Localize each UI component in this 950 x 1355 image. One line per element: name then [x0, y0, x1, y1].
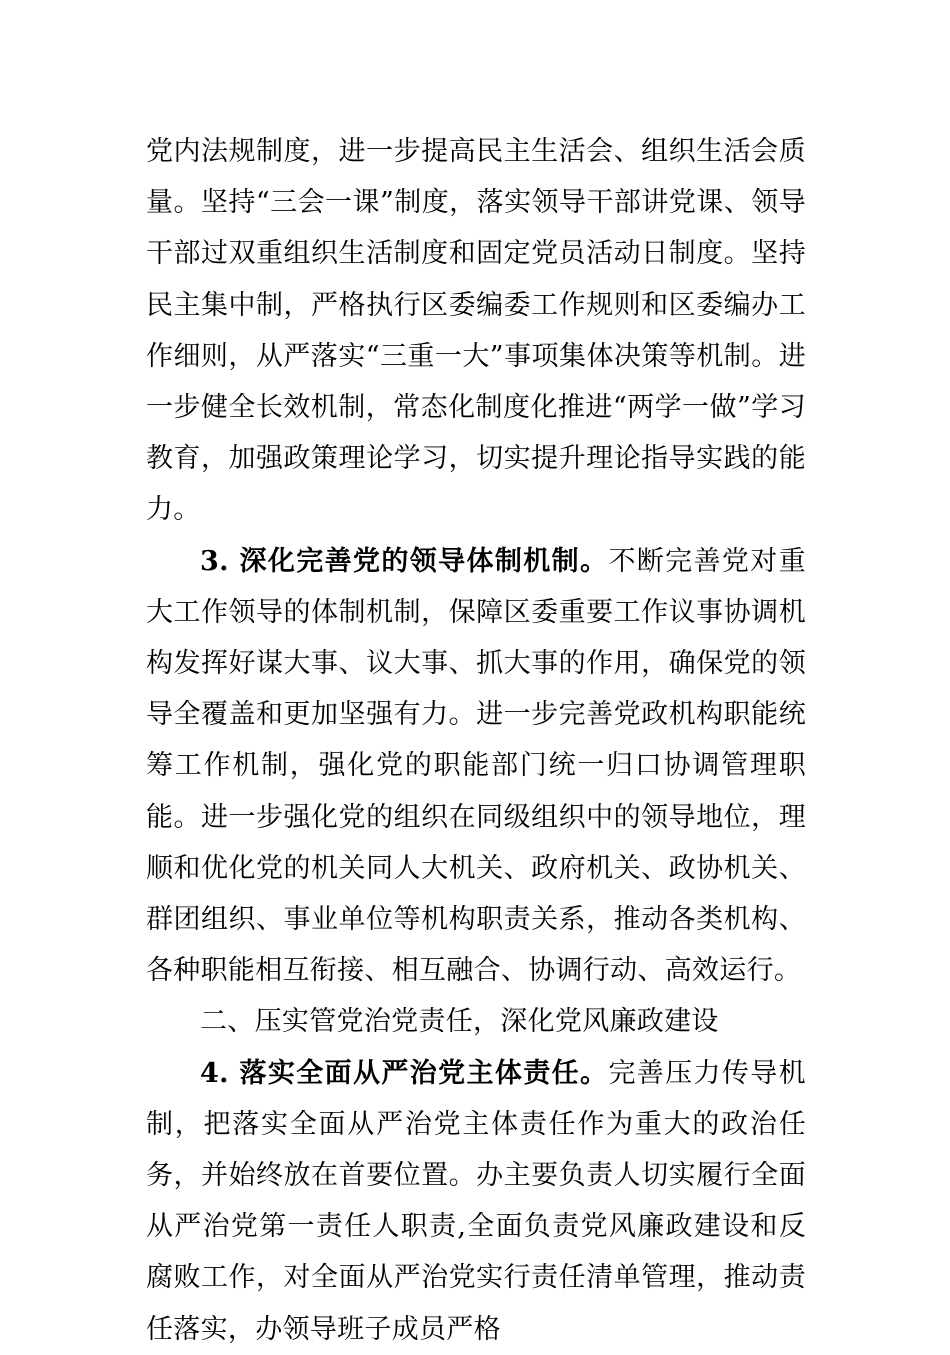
paragraph-item-3 [146, 536, 806, 997]
item-4-title: 4. 落实全面从严治党主体责任。 [200, 1057, 609, 1089]
paragraph-continuation: 党内法规制度，进一步提高民主生活会、组织生活会质量。坚持“三会一课”制度，落实领导干部讲党课、领导干部过双重组织生活制度和固定党员活动日制度。坚持民主集中制，严格执行区委编委工作规则和区委编办工作细则，从严落实“三重一大”事项集体决策等机制。进一步健全长效机制，常态化制度化推进“两学一做”学习教育，加强政策理论学习，切实提升理论指导实践的能力。 [146, 136, 806, 526]
item-3-title: 3. 深化完善党的领导体制机制。 [200, 545, 609, 577]
paragraph-item-4 [146, 1048, 806, 1355]
section-heading: 二、压实管党治党责任，深化党风廉政建设 [200, 1006, 719, 1038]
item-3-body: 不断完善党对重大工作领导的体制机制，保障区委重要工作议事协调机构发挥好谋大事、议大事、抓大事的作用，确保党的领导全覆盖和更加坚强有力。进一步完善党政机构职能统筹工作机制，强化党的职能部门统一归口协调管理职能。进一步强化党的组织在同级组织中的领导地位，理顺和优化党的机关同人大机关、政府机关、政协机关、群团组织、事业单位等机构职责关系，推动各类机构、各种职能相互衔接、相互融合、协调行动、高效运行。 [146, 545, 806, 987]
document-page [146, 126, 806, 1355]
item-4-body: 完善压力传导机制，把落实全面从严治党主体责任作为重大的政治任务，并始终放在首要位置。办主要负责人切实履行全面从严治党第一责任人职责,全面负责党风廉政建设和反腐败工作，对全面从严治党实行责任清单管理，推动责任落实，办领导班子成员严格 [146, 1057, 806, 1345]
